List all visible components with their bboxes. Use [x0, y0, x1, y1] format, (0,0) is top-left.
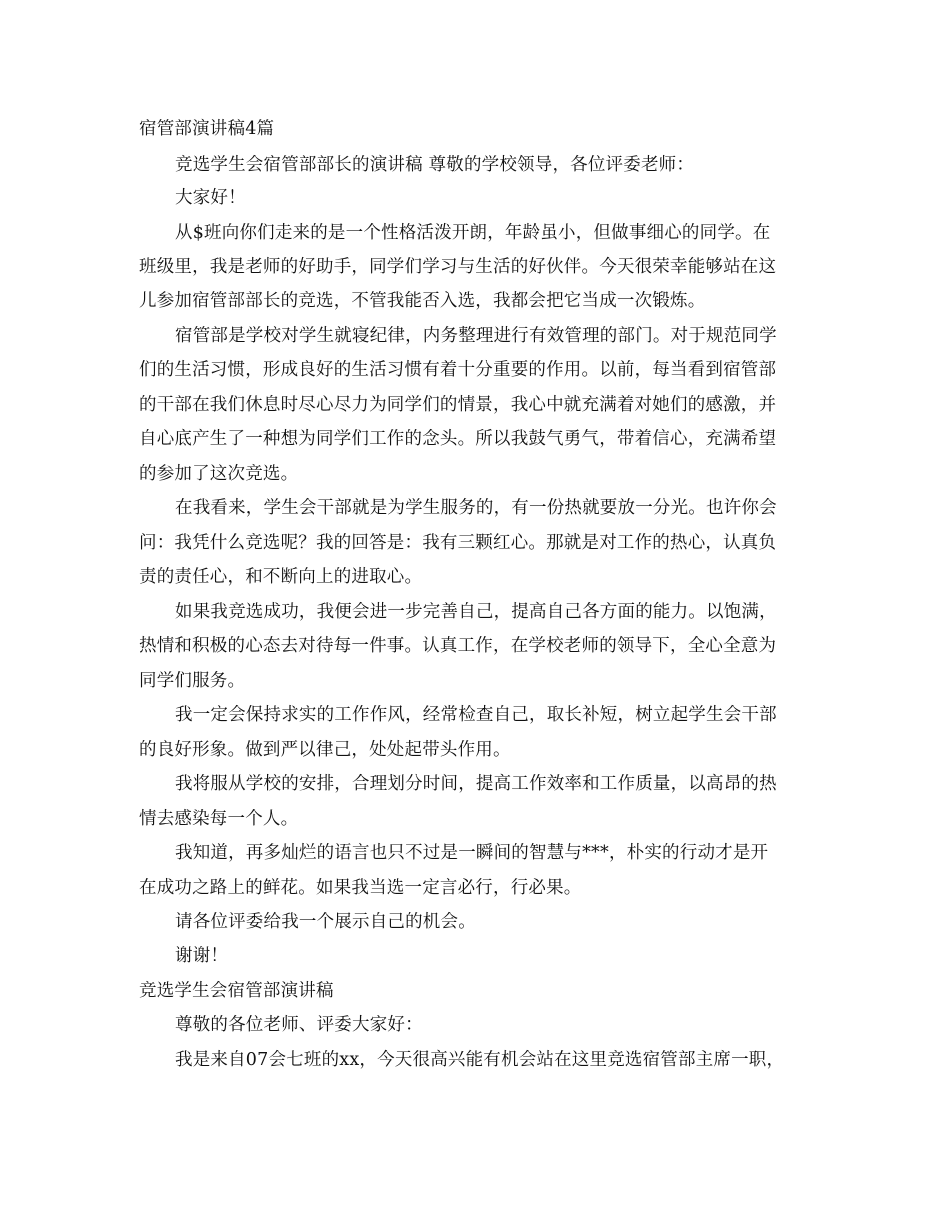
text-line: 请各位评委给我一个展示自己的机会。: [175, 912, 476, 932]
text-line: 自心底产生了一种想为同学们工作的念头。所以我鼓气勇气，带着信心，充满希望: [139, 429, 777, 449]
text-line: 谢谢！: [175, 946, 229, 966]
text-line: 我是来自07会七班的xx，今天很高兴能有机会站在这里竞选宿管部主席一职，: [175, 1050, 785, 1070]
text-line: 在成功之路上的鲜花。如果我当选一定言必行，行必果。: [139, 878, 582, 898]
text-line: 在我看来，学生会干部就是为学生服务的，有一份热就要放一分光。也许你会: [175, 498, 777, 518]
text-line: 我一定会保持求实的工作作风，经常检查自己，取长补短，树立起学生会干部: [175, 705, 777, 725]
text-line: 的参加了这次竞选。: [139, 464, 299, 484]
text-line: 儿参加宿管部部长的竞选，不管我能否入选，我都会把它当成一次锻炼。: [139, 291, 706, 311]
document-title: 宿管部演讲稿4篇: [139, 119, 275, 139]
section-title: 竞选学生会宿管部演讲稿: [139, 981, 334, 1001]
text-line: 的良好形象。做到严以律己，处处起带头作用。: [139, 740, 511, 760]
text-line: 问：我凭什么竞选呢？我的回答是：我有三颗红心。那就是对工作的热心，认真负: [139, 533, 777, 553]
text-line: 从$班向你们走来的是一个性格活泼开朗，年龄虽小，但做事细心的同学。在: [175, 223, 771, 243]
text-line: 同学们服务。: [139, 671, 246, 691]
text-line: 责的责任心，和不断向上的进取心。: [139, 567, 423, 587]
text-line: 情去感染每一个人。: [139, 809, 299, 829]
text-line: 竞选学生会宿管部部长的演讲稿 尊敬的学校领导，各位评委老师：: [175, 155, 695, 175]
text-line: 热情和积极的心态去对待每一件事。认真工作，在学校老师的领导下，全心全意为: [139, 636, 777, 656]
text-line: 如果我竞选成功，我便会进一步完善自己，提高自己各方面的能力。以饱满，: [175, 602, 777, 622]
text-line: 大家好！: [175, 188, 246, 208]
text-line: 我知道，再多灿烂的语言也只不过是一瞬间的智慧与***，朴实的行动才是开: [175, 843, 769, 863]
text-line: 我将服从学校的安排，合理划分时间，提高工作效率和工作质量，以高昂的热: [175, 774, 777, 794]
text-line: 宿管部是学校对学生就寝纪律，内务整理进行有效管理的部门。对于规范同学: [175, 326, 777, 346]
text-line: 们的生活习惯，形成良好的生活习惯有着十分重要的作用。以前，每当看到宿管部: [139, 360, 777, 380]
text-line: 的干部在我们休息时尽心尽力为同学们的情景，我心中就充满着对她们的感激，并: [139, 395, 777, 415]
text-line: 班级里，我是老师的好助手，同学们学习与生活的好伙伴。今天很荣幸能够站在这: [139, 257, 777, 277]
text-line: 尊敬的各位老师、评委大家好：: [175, 1015, 423, 1035]
